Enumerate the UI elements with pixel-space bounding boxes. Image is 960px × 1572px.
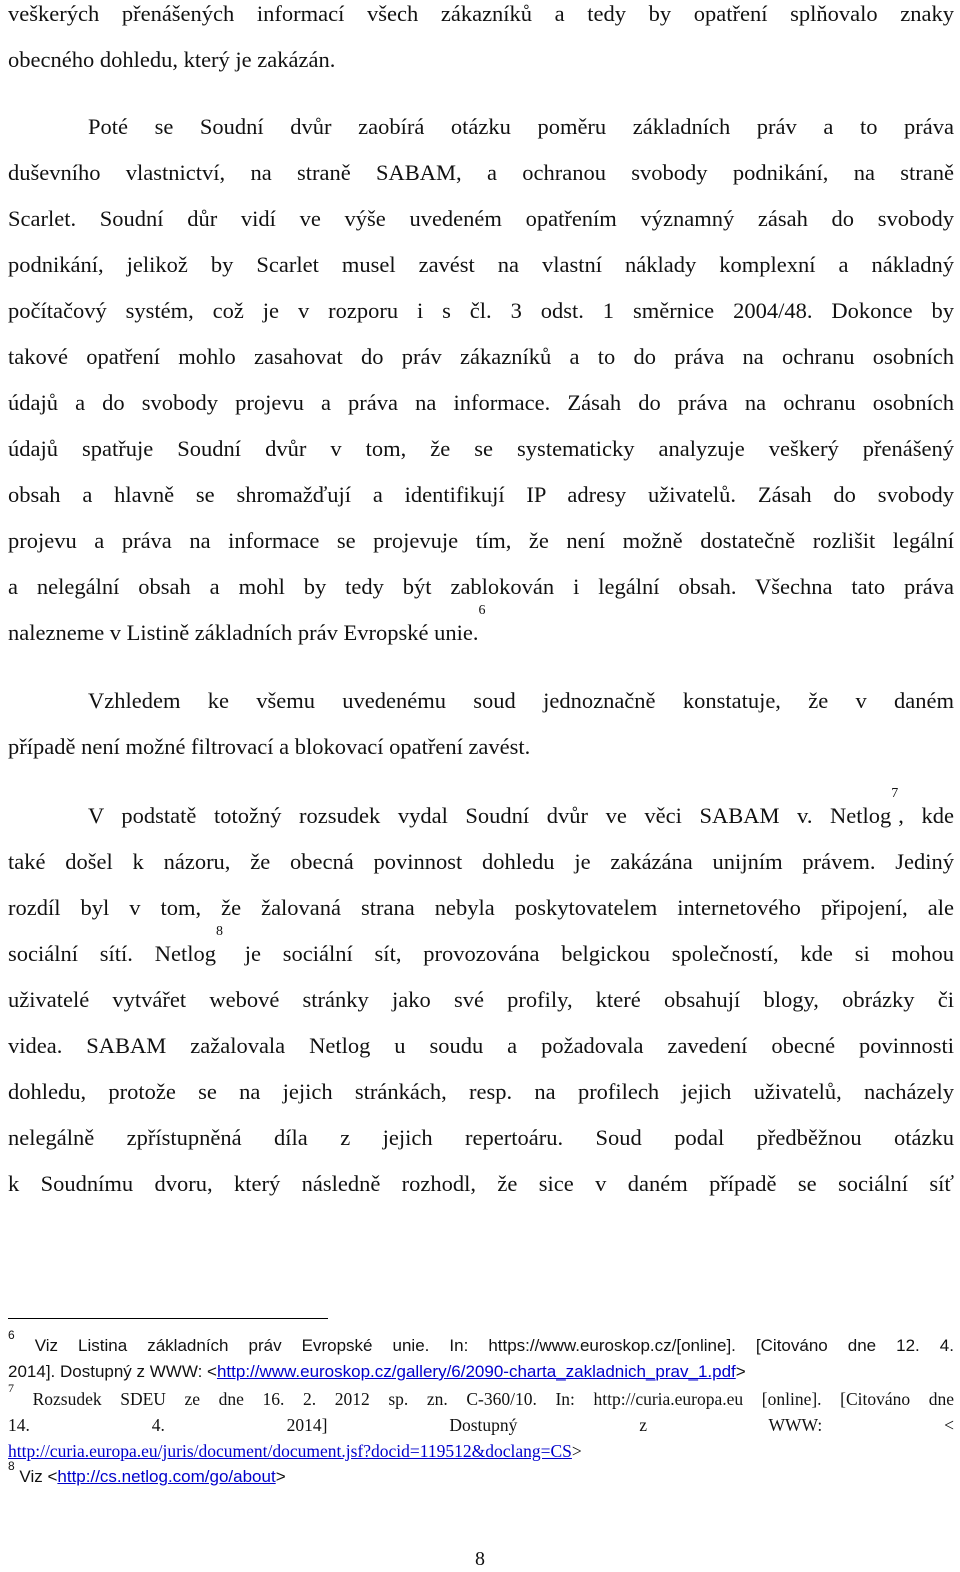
footnote-ref-8[interactable]: 8 bbox=[215, 924, 223, 939]
text-line: obsah a hlavně se shromažďují a identifikují IP adresy uživatelů. Zásah do svobody bbox=[8, 482, 954, 507]
text-fragment: > bbox=[735, 1362, 746, 1381]
text-line: obecného dohledu, který je zakázán. bbox=[8, 47, 336, 72]
text-line: duševního vlastnictví, na straně SABAM, a ochranou svobody podnikání, na straně bbox=[8, 160, 954, 185]
footnote-line bbox=[8, 1328, 954, 1359]
footnote-6 bbox=[8, 1328, 954, 1385]
text-line: podnikání, jelikož by Scarlet musel zavést na vlastní náklady komplexní a nákladný bbox=[8, 252, 954, 277]
text-line: takové opatření mohlo zasahovat do práv zákazníků a to do práva na ochranu osobních bbox=[8, 344, 954, 369]
text-line: Scarlet. Soudní důr vidí ve výše uvedeném opatřením významný zásah do svobody bbox=[8, 206, 954, 231]
footnote-line: 14. 4. 2014] Dostupný z WWW: < bbox=[8, 1415, 954, 1435]
footnote-line bbox=[8, 1459, 954, 1490]
footnote-number: 8 bbox=[8, 1459, 15, 1473]
footnote-ref-6[interactable]: 6 bbox=[478, 603, 486, 618]
text-fragment: je sociální sít, provozována belgickou společností, kde si mohou bbox=[222, 941, 954, 966]
footnote-8 bbox=[8, 1459, 954, 1490]
paragraph-2 bbox=[8, 104, 954, 656]
text-fragment: Viz < bbox=[19, 1467, 58, 1486]
text-line: uživatelé vytvářet webové stránky jako své profily, které obsahují blogy, obrázky či bbox=[8, 987, 954, 1012]
text-line bbox=[8, 603, 954, 656]
text-line: dohledu, protože se na jejich stránkách, resp. na profilech jejich uživatelů, nacházely bbox=[8, 1079, 954, 1104]
footnote-separator bbox=[8, 1318, 328, 1319]
text-line bbox=[8, 924, 954, 977]
text-line: videa. SABAM zažalovala Netlog u soudu a požadovala zavedení obecné povinnosti bbox=[8, 1033, 954, 1058]
text-line: také došel k názoru, že obecná povinnost dohledu je zakázána unijním právem. Jediný bbox=[8, 849, 954, 874]
footnote-link-curia[interactable]: http://curia.europa.eu/juris/document/document.jsf?docid=119512&doclang=CS bbox=[8, 1441, 572, 1461]
footnote-number: 6 bbox=[8, 1328, 15, 1342]
text-line: údajů a do svobody projevu a práva na informace. Zásah do práva na ochranu osobních bbox=[8, 390, 954, 415]
text-line: Poté se Soudní dvůr zaobírá otázku poměru základních práv a to práva bbox=[88, 114, 954, 139]
text-fragment: V podstatě totožný rozsudek vydal Soudní dvůr ve věci SABAM v. Netlog bbox=[88, 803, 892, 828]
text-line: případě není možné filtrovací a blokovací opatření zavést. bbox=[8, 734, 531, 759]
text-line: rozdíl byl v tom, že žalovaná strana nebyla poskytovatelem internetového připojení, ale bbox=[8, 895, 954, 920]
text-fragment: nalezneme v Listině základních práv Evropské unie. bbox=[8, 620, 479, 645]
page-number: 8 bbox=[475, 1548, 485, 1570]
text-fragment: > bbox=[275, 1467, 286, 1486]
text-line: projevu a práva na informace se projevuje tím, že není možně dostatečně rozlišit legální bbox=[8, 528, 954, 553]
footnote-link-netlog[interactable]: http://cs.netlog.com/go/about bbox=[57, 1467, 276, 1486]
paragraph-1 bbox=[8, 0, 954, 83]
text-fragment: Viz Listina základních práv Evropské unie. In: https://www.euroskop.cz/[online]. [Citováno dne 12. 4. bbox=[34, 1336, 954, 1355]
footnote-ref-7[interactable]: 7 bbox=[891, 786, 899, 801]
footnote-line bbox=[8, 1359, 954, 1385]
text-line: počítačový systém, což je v rozporu i s čl. 3 odst. 1 směrnice 2004/48. Dokonce by bbox=[8, 298, 954, 323]
text-line: údajů spatřuje Soudní dvůr v tom, že se systematicky analyzuje veškerý přenášený bbox=[8, 436, 954, 461]
footnote-number: 7 bbox=[8, 1381, 14, 1395]
footnote-line bbox=[8, 1438, 954, 1464]
text-line: a nelegální obsah a mohl by tedy být zablokován i legální obsah. Všechna tato práva bbox=[8, 574, 954, 599]
text-fragment: 2014]. Dostupný z WWW: < bbox=[8, 1362, 217, 1381]
text-fragment: > bbox=[571, 1441, 582, 1461]
text-fragment: , kde bbox=[898, 803, 954, 828]
paragraph-3 bbox=[8, 678, 954, 770]
paragraph-4 bbox=[8, 786, 954, 1207]
text-line: veškerých přenášených informací všech zákazníků a tedy by opatření splňovalo znaky bbox=[8, 1, 954, 26]
text-line: Vzhledem ke všemu uvedenému soud jednoznačně konstatuje, že v daném bbox=[88, 688, 954, 713]
text-fragment: sociální sítí. Netlog bbox=[8, 941, 216, 966]
text-fragment: Rozsudek SDEU ze dne 16. 2. 2012 sp. zn. C-360/10. In: http://curia.europa.eu [online]. [Citováno dne bbox=[32, 1389, 955, 1409]
text-line: nelegálně zpřístupněná díla z jejich repertoáru. Soud podal předběžnou otázku bbox=[8, 1125, 954, 1150]
text-line bbox=[8, 786, 954, 839]
text-line: k Soudnímu dvoru, který následně rozhodl, že sice v daném případě se sociální síť bbox=[8, 1171, 954, 1196]
footnote-line bbox=[8, 1381, 955, 1412]
footnote-7 bbox=[8, 1381, 955, 1464]
footnote-link-euroskop[interactable]: http://www.euroskop.cz/gallery/6/2090-charta_zakladnich_prav_1.pdf bbox=[216, 1362, 736, 1381]
